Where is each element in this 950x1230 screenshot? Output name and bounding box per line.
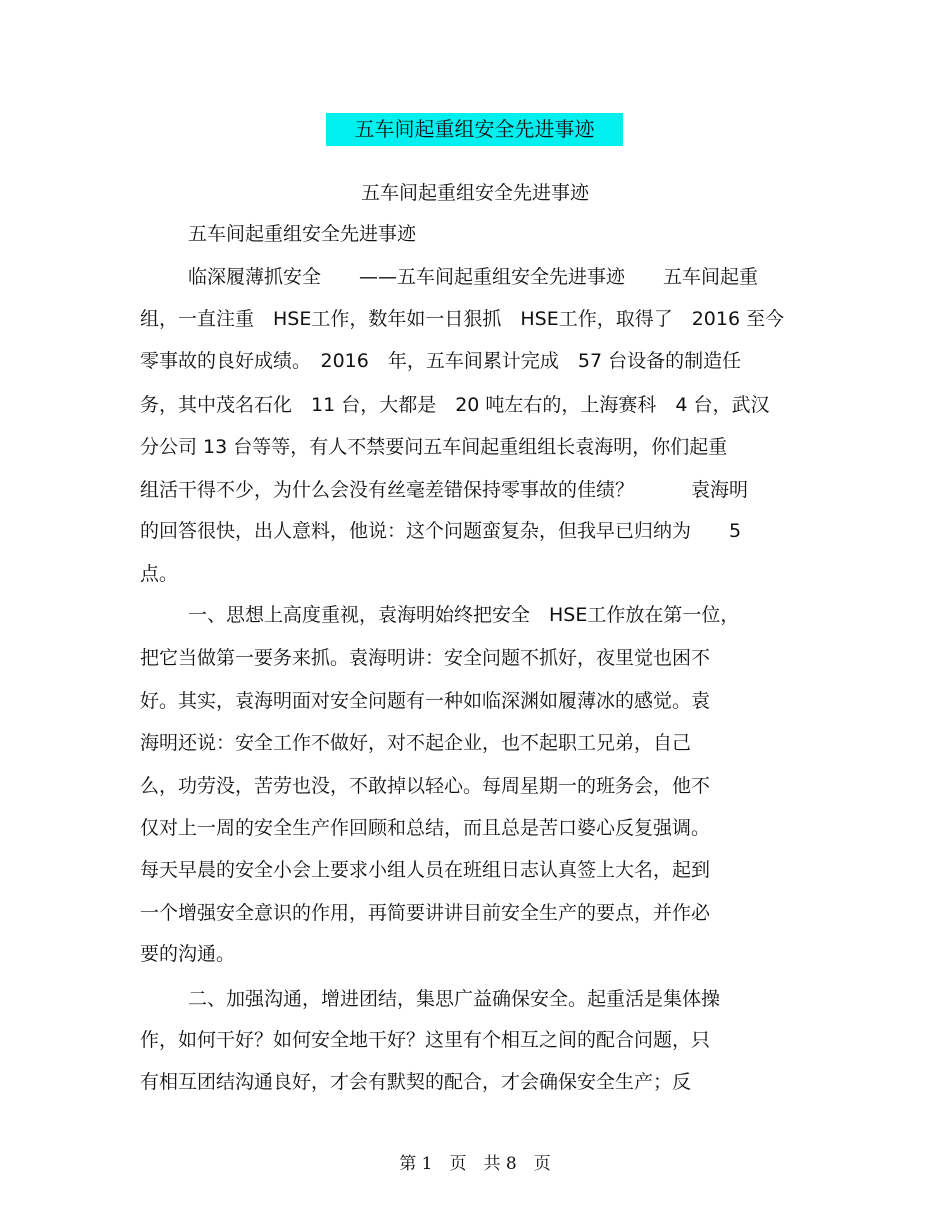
text-line: 务，其中茂名石化 11 台，大都是 20 吨左右的，上海赛科 4 台，武汉 (140, 394, 770, 416)
text-line: 么，功劳没，苦劳也没，不敢掉以轻心。每周星期一的班务会，他不 (140, 775, 711, 797)
text-line: 临深履薄抓安全 ——五车间起重组安全先进事迹 五车间起重 (188, 266, 759, 288)
text-line: 有相互团结沟通良好，才会有默契的配合，才会确保安全生产；反 (140, 1071, 692, 1093)
text-line: 组，一直注重 HSE工作，数年如一日狠抓 HSE工作，取得了 2016 至今 (140, 308, 785, 330)
text-line: 好。其实，袁海明面对安全问题有一种如临深渊如履薄冰的感觉。袁 (140, 690, 711, 712)
text-line: 零事故的良好成绩。 2016 年，五车间累计完成 57 台设备的制造任 (140, 350, 742, 372)
document-subtitle: 五车间起重组安全先进事迹 (360, 182, 589, 204)
text-line: 把它当做第一要务来抓。袁海明讲：安全问题不抓好，夜里觉也困不 (140, 647, 711, 669)
text-line: 一个增强安全意识的作用，再简要讲讲目前安全生产的要点，并作必 (140, 902, 711, 924)
text-line: 海明还说：安全工作不做好，对不起企业，也不起职工兄弟，自己 (140, 732, 692, 754)
text-line: 二、加强沟通，增进团结，集思广益确保安全。起重活是集体操 (188, 988, 721, 1010)
text-line: 点。 (140, 563, 179, 585)
text-line: 一、思想上高度重视，袁海明始终把安全 HSE工作放在第一位， (188, 604, 740, 626)
text-line: 五车间起重组安全先进事迹 (188, 223, 417, 245)
text-line: 组活干得不少，为什么会没有丝毫差错保持零事故的佳绩？ 袁海明 (140, 479, 749, 501)
text-line: 要的沟通。 (140, 943, 236, 965)
page-footer: 第 1 页 共 8 页 (399, 1154, 551, 1174)
text-line: 每天早晨的安全小会上要求小组人员在班组日志认真签上大名，起到 (140, 859, 711, 881)
text-line: 的回答很快，出人意料，他说：这个问题蛮复杂，但我早已归纳为 5 (140, 520, 742, 542)
document-title: 五车间起重组安全先进事迹 (326, 113, 623, 146)
text-line: 分公司 13 台等等，有人不禁要问五车间起重组组长袁海明，你们起重 (140, 436, 728, 458)
text-line: 作，如何干好？如何安全地干好？这里有个相互之间的配合问题，只 (140, 1029, 711, 1051)
text-line: 仅对上一周的安全生产作回顾和总结，而且总是苦口婆心反复强调。 (140, 817, 711, 839)
